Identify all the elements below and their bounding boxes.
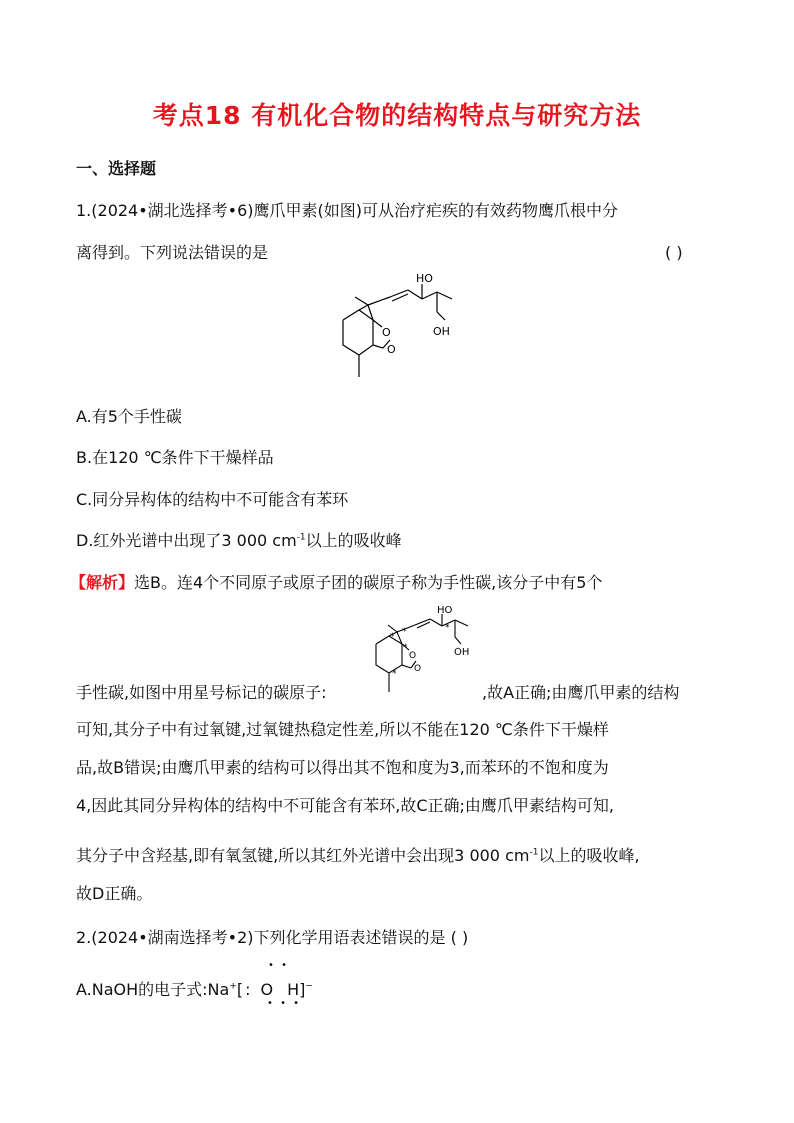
q2-option-a-text: A.NaOH的电子式:Na bbox=[76, 980, 230, 999]
analysis-line6-text: 其分子中含羟基,即有氧氢键,所以其红外光谱中会出现3 000 cm bbox=[76, 846, 530, 865]
q1-answer-blank: ( ) bbox=[665, 243, 683, 262]
analysis-line2-end: ,故A正确;由鹰爪甲素的结构 bbox=[482, 683, 680, 702]
analysis-tag: 【解析】 bbox=[70, 573, 135, 592]
chiral-star-3: * bbox=[403, 643, 408, 653]
analysis-text: 选B。连4个不同原子或原子团的碳原子称为手性碳,该分子中有5个 bbox=[134, 573, 603, 592]
molecule-o2-label: O bbox=[387, 343, 396, 356]
analysis-line3: 可知,其分子中有过氧键,过氧键热稳定性差,所以不能在120 ℃条件下干燥样 bbox=[76, 720, 609, 739]
small-molecule-o1-label: O bbox=[409, 651, 417, 661]
small-molecule-o2-label: O bbox=[414, 664, 422, 674]
molecule-oh-label: OH bbox=[433, 325, 450, 338]
bracket-left: [ bbox=[236, 980, 244, 999]
q2-stem: 2.(2024•湖南选择考•2)下列化学用语表述错误的是 ( ) bbox=[76, 928, 469, 947]
q1-stem-line1: 1.(2024•湖北选择考•6)鹰爪甲素(如图)可从治疗疟疾的有效药物鹰爪根中分 bbox=[76, 201, 619, 220]
q1-option-b: B.在120 ℃条件下干燥样品 bbox=[76, 448, 274, 467]
molecule-ho-label: HO bbox=[416, 272, 433, 285]
analysis-line2-start: 手性碳,如图中用星号标记的碳原子: bbox=[76, 683, 327, 702]
q1-stem-line2: 离得到。下列说法错误的是 bbox=[76, 243, 269, 262]
analysis-line1 bbox=[70, 573, 602, 593]
lone-pair-left: : bbox=[245, 980, 251, 999]
option-d-text-end: 以上的吸收峰 bbox=[305, 531, 402, 550]
bracket-right: ] bbox=[299, 980, 306, 999]
electron-dots-bottom: • • • bbox=[267, 998, 302, 1009]
analysis-line5: 4,因此其同分异构体的结构中不可能含有苯环,故C正确;由鹰爪甲素结构可知, bbox=[76, 796, 615, 815]
hydroxide-charge: − bbox=[305, 981, 313, 992]
chiral-star-4: * bbox=[392, 669, 397, 679]
analysis-line7: 故D正确。 bbox=[76, 884, 153, 903]
sodium-charge: + bbox=[229, 981, 237, 992]
q2-option-a bbox=[76, 980, 313, 1000]
q1-option-c: C.同分异构体的结构中不可能含有苯环 bbox=[76, 490, 349, 509]
electron-dots-top: • • bbox=[268, 960, 289, 971]
analysis-line6-text-end: 以上的吸收峰, bbox=[538, 846, 640, 865]
hydrogen-symbol: H bbox=[287, 980, 300, 999]
analysis-line6-superscript: -1 bbox=[529, 847, 539, 858]
page-title: 考点18 有机化合物的结构特点与研究方法 bbox=[152, 101, 642, 130]
q1-option-d bbox=[76, 531, 402, 551]
option-d-text: D.红外光谱中出现了3 000 cm bbox=[76, 531, 297, 550]
q1-molecule-structure bbox=[330, 272, 460, 387]
small-molecule-ho-label: HO bbox=[437, 605, 453, 616]
option-d-superscript: -1 bbox=[296, 532, 306, 543]
q1-option-a: A.有5个手性碳 bbox=[76, 407, 182, 426]
small-molecule-oh-label: OH bbox=[454, 647, 470, 658]
analysis-line6 bbox=[76, 846, 640, 866]
section-heading: 一、选择题 bbox=[76, 159, 157, 178]
chiral-star-2: * bbox=[402, 627, 407, 637]
chiral-star-1: * bbox=[390, 632, 395, 642]
oxygen-symbol: O bbox=[260, 980, 274, 999]
chiral-star-5: * bbox=[445, 623, 450, 633]
molecule-o1-label: O bbox=[382, 326, 391, 339]
q1-analysis-molecule bbox=[368, 604, 476, 696]
analysis-line4: 品,故B错误;由鹰爪甲素的结构可以得出其不饱和度为3,而苯环的不饱和度为 bbox=[76, 758, 609, 777]
